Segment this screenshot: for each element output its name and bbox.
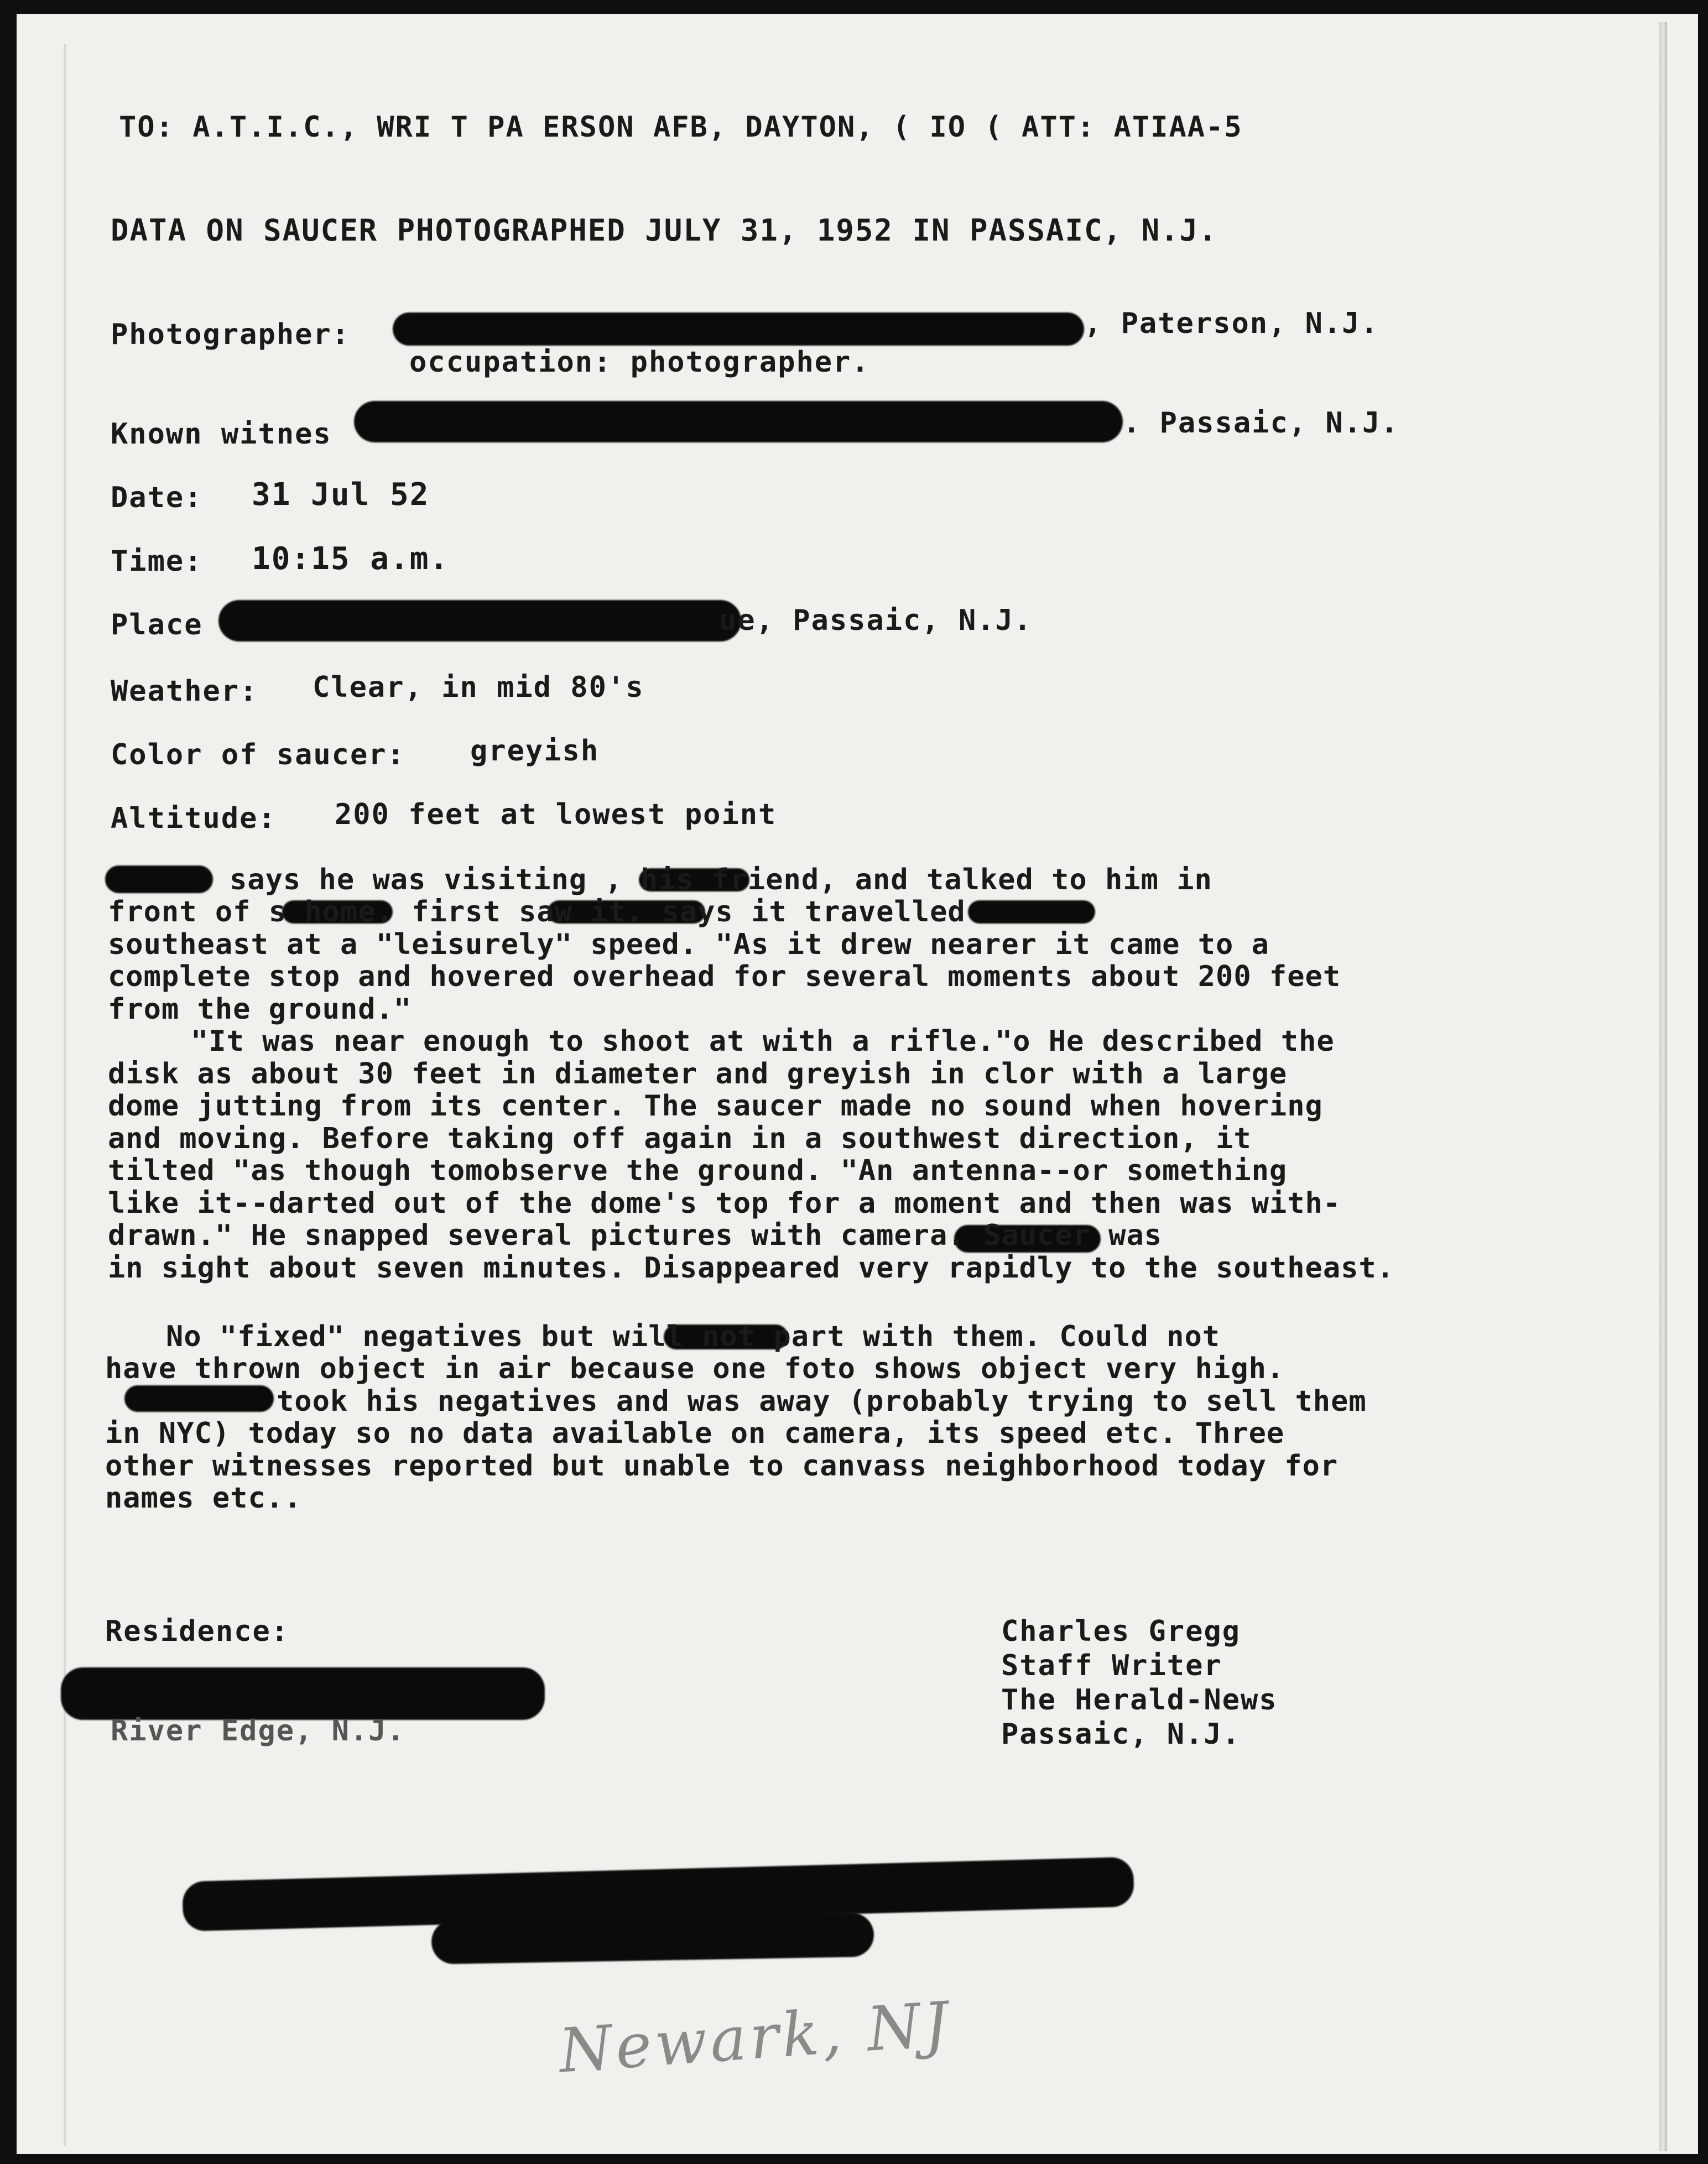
body-line: like it--darted out of the dome's top for a moment and then was with-: [108, 1187, 1341, 1220]
weather-label: Weather:: [111, 675, 258, 708]
body-line: took his negatives and was away (probably trying to sell them: [277, 1385, 1367, 1418]
body-line: in NYC) today so no data available on camera, its speed etc. Three: [105, 1417, 1285, 1450]
page-edge: [1659, 22, 1667, 2151]
body-line: names etc..: [105, 1482, 302, 1515]
altitude-label: Altitude:: [111, 802, 277, 835]
body-line: tilted "as though tomobserve the ground. "An antenna--or something: [108, 1154, 1288, 1187]
body-line: "It was near enough to shoot at with a rifle."o He described the: [191, 1025, 1335, 1058]
body-line: in sight about seven minutes. Disappeared very rapidly to the southeast.: [108, 1252, 1395, 1285]
redaction-place: [218, 600, 741, 642]
redaction-residence: [61, 1667, 545, 1720]
altitude-value: 200 feet at lowest point: [335, 798, 777, 831]
place-location: ue, Passaic, N.J.: [719, 604, 1033, 637]
body-line: disk as about 30 feet in diameter and greyish in clor with a large: [108, 1057, 1288, 1091]
redaction-body: [105, 865, 213, 893]
redaction-photographer: [393, 312, 1084, 346]
date-label: Date:: [111, 481, 203, 514]
time-label: Time:: [111, 545, 203, 578]
photographer-location: , Paterson, N.J.: [1084, 307, 1379, 340]
body-line: No "fixed" negatives but will not part with them. Could not: [166, 1320, 1221, 1353]
signature-paper: The Herald-News: [1001, 1683, 1278, 1717]
to-line: TO: A.T.I.C., WRI T PA ERSON AFB, DAYTON, ( IO ( ATT: ATIAA-5: [119, 111, 1243, 144]
document-title: DATA ON SAUCER PHOTOGRAPHED JULY 31, 1952 IN PASSAIC, N.J.: [111, 213, 1218, 248]
signature-name: Charles Gregg: [1001, 1615, 1241, 1648]
redaction-body: [124, 1385, 274, 1412]
residence-label: Residence:: [105, 1615, 290, 1648]
handwritten-note: Newark, NJ: [556, 1988, 954, 2087]
time-value: 10:15 a.m.: [252, 541, 450, 577]
witness-location: . Passaic, N.J.: [1123, 406, 1399, 440]
weather-value: Clear, in mid 80's: [313, 671, 644, 704]
signature-city: Passaic, N.J.: [1001, 1718, 1241, 1751]
occupation-text: occupation: photographer.: [409, 346, 870, 379]
color-label: Color of saucer:: [111, 738, 405, 771]
body-line: have thrown object in air because one foto shows object very high.: [105, 1352, 1285, 1385]
body-line: complete stop and hovered overhead for several moments about 200 feet: [108, 960, 1341, 993]
body-line: and moving. Before taking off again in a southwest direction, it: [108, 1122, 1252, 1155]
place-label: Place: [111, 608, 203, 642]
body-line: says he was visiting , his friend, and talked to him in: [230, 863, 1212, 896]
body-line: from the ground.": [108, 993, 412, 1026]
witness-label: Known witnes: [111, 418, 332, 451]
body-line: dome jutting from its center. The saucer made no sound when hovering: [108, 1089, 1323, 1123]
body-line: drawn." He snapped several pictures with camera. Saucer was: [108, 1219, 1163, 1252]
signature-title: Staff Writer: [1001, 1649, 1222, 1682]
photographer-label: Photographer:: [111, 318, 350, 351]
redaction-bottom: [431, 1912, 874, 1964]
date-value: 31 Jul 52: [252, 477, 430, 513]
redaction-witness: [354, 401, 1123, 442]
color-value: greyish: [470, 734, 600, 768]
redaction-body: [968, 900, 1095, 924]
body-line: front of s home. first saw it. says it travelled: [108, 895, 966, 929]
body-line: other witnesses reported but unable to canvass neighborhood today for: [105, 1449, 1339, 1483]
body-line: southeast at a "leisurely" speed. "As it drew nearer it came to a: [108, 928, 1269, 961]
residence-city: River Edge, N.J.: [111, 1714, 405, 1748]
page-fold: [64, 44, 66, 2146]
